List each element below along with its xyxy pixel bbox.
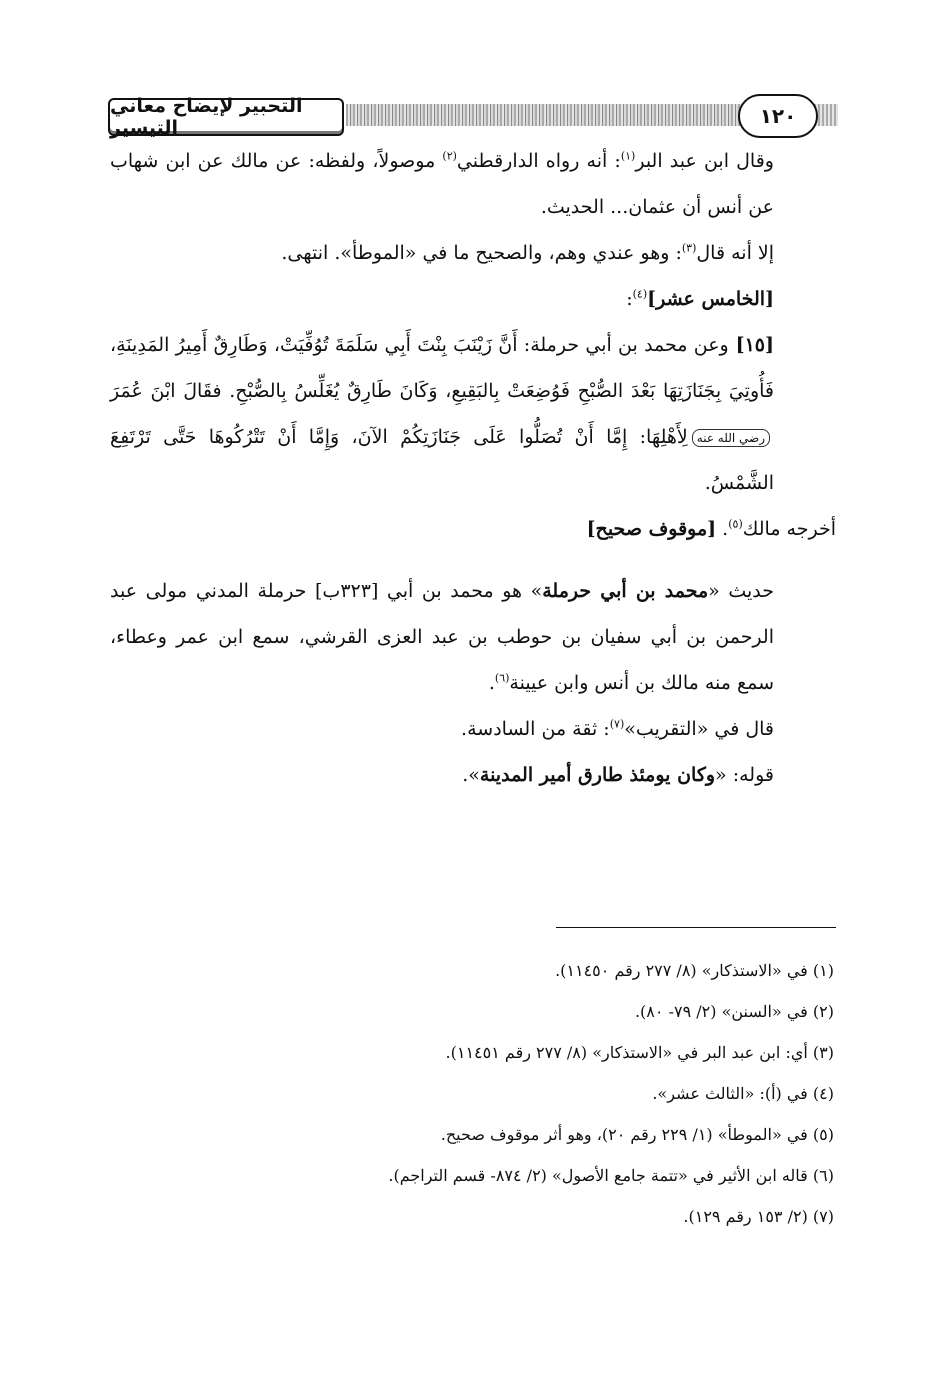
footnote-item: (٤) في (أ): «الثالث عشر». xyxy=(652,1084,834,1103)
footnote-item: (٥) في «الموطأ» (١/ ٢٢٩ رقم ٢٠)، وهو أثر موقوف صحيح. xyxy=(440,1125,834,1144)
main-text xyxy=(110,138,836,798)
hadith-number: [١٥] xyxy=(728,334,774,356)
hadith-paragraph: [١٥] وعن محمد بن أبي حرملة: أَنَّ زَيْنَبَ بِنْتَ أَبِي سَلَمَةَ تُوُفِّيَتْ، وَطَارِقٌ أَمِيرُ المَدِينَةِ، فَأُوتِيَ بِجَنَازَتِهَا بَعْدَ الصُّبْحِ فَوُضِعَتْ بِالبَقِيعِ، وَكَانَ طَارِقٌ يُغَلِّسُ بِالصُّبْحِ. فقَالَ ابْنَ عُمَرَرضي الله عنهلِأَهْلِهَا: إِمَّا أَنْ تُصَلُّوا عَلَى جَنَازَتِكُمْ الآنَ، وَإِمَّا أَنْ تَتْرُكُوهَا حَتَّى تَرْتَفِعَ الشَّمْسُ. xyxy=(110,334,774,494)
section-heading: [الخامس عشر]$^{(٤)}$: xyxy=(626,287,774,310)
page-number-oval: ١٢٠ xyxy=(738,94,818,138)
narrator-biography: حديث «محمد بن أبي حرملة» هو محمد بن أبي [٣٢٣ب] حرملة المدني مولى عبد الرحمن بن أبي سفيان بن حوطب بن عبد العزى القرشي، سمع ابن عمر وعطاء، سمع منه مالك بن أنس وابن عيينة$^{(٦)}$. xyxy=(110,580,775,694)
grading-verdict: [موقوف صحيح] xyxy=(586,518,717,540)
footnote-item: (٦) قاله ابن الأثير في «تتمة جامع الأصول» (٢/ ٨٧٤- قسم التراجم). xyxy=(388,1166,834,1185)
honorific-glyph: رضي الله عنه xyxy=(692,429,770,447)
footnote-ref-4: (٤) xyxy=(632,287,648,301)
commentary-lemma: قوله: «وكان يومئذ طارق أمير المدينة». xyxy=(462,764,774,786)
footnote-ref-2: (٢) xyxy=(442,149,457,163)
footnote-ref-7: (٧) xyxy=(609,717,625,731)
footnote-item: (٧) (٢/ ١٥٣ رقم ١٢٩). xyxy=(683,1207,834,1226)
takhrij-line: أخرجه مالك$^{(٥)}$. [موقوف صحيح] xyxy=(586,517,836,540)
footnote-item: (٣) أي: ابن عبد البر في «الاستذكار» (٨/ ٢٧٧ رقم ١١٤٥١). xyxy=(445,1043,834,1062)
footnote-ref-5: (٥) xyxy=(728,517,743,531)
hadith-matn: أَنَّ زَيْنَبَ بِنْتَ أَبِي سَلَمَةَ تُوُفِّيَتْ، وَطَارِقٌ أَمِيرُ المَدِينَةِ، فَأُوتِيَ بِجَنَازَتِهَا بَعْدَ الصُّبْحِ فَوُضِعَتْ بِالبَقِيعِ، وَكَانَ طَارِقٌ يُغَلِّسُ بِالصُّبْحِ. فقَالَ ابْنَ عُمَرَ xyxy=(110,334,774,402)
footnote-ref-6: (٦) xyxy=(494,671,510,685)
footnote-item: (١) في «الاستذكار» (٨/ ٢٧٧ رقم ١١٤٥٠). xyxy=(555,961,834,980)
paragraph-illa-annahu: إلا أنه قال$^{(٣)}$: وهو عندي وهم، والصحيح ما في «الموطأ». انتهى. xyxy=(281,241,774,264)
footnote-ref-1: (١) xyxy=(620,149,636,163)
paragraph-ibn-abd-al-barr: وقال ابن عبد البر$^{(١)}$: أنه رواه الدارقطني$^{(٢)}$ موصولاً، ولفظه: عن مالك عن ابن شهاب عن أنس أن عثمان... الحديث. xyxy=(110,149,774,218)
footnote-separator xyxy=(556,927,836,928)
book-title-box: التحبير لإيضاح معاني التيسير xyxy=(108,98,344,136)
footnote-item: (٢) في «السنن» (٢/ ٧٩- ٨٠). xyxy=(634,1002,834,1021)
header-decorative-band xyxy=(346,104,744,126)
footnote-ref-3: (٣) xyxy=(681,241,697,255)
hadith-matn-continued: لِأَهْلِهَا: إِمَّا أَنْ تُصَلُّوا عَلَى جَنَازَتِكُمْ الآنَ، وَإِمَّا أَنْ تَتْرُكُوهَا حَتَّى تَرْتَفِعَ الشَّمْسُ. xyxy=(110,426,774,494)
footnotes xyxy=(110,950,836,1237)
taqrib-quote: قال في «التقريب»$^{(٧)}$: ثقة من السادسة. xyxy=(461,717,774,740)
